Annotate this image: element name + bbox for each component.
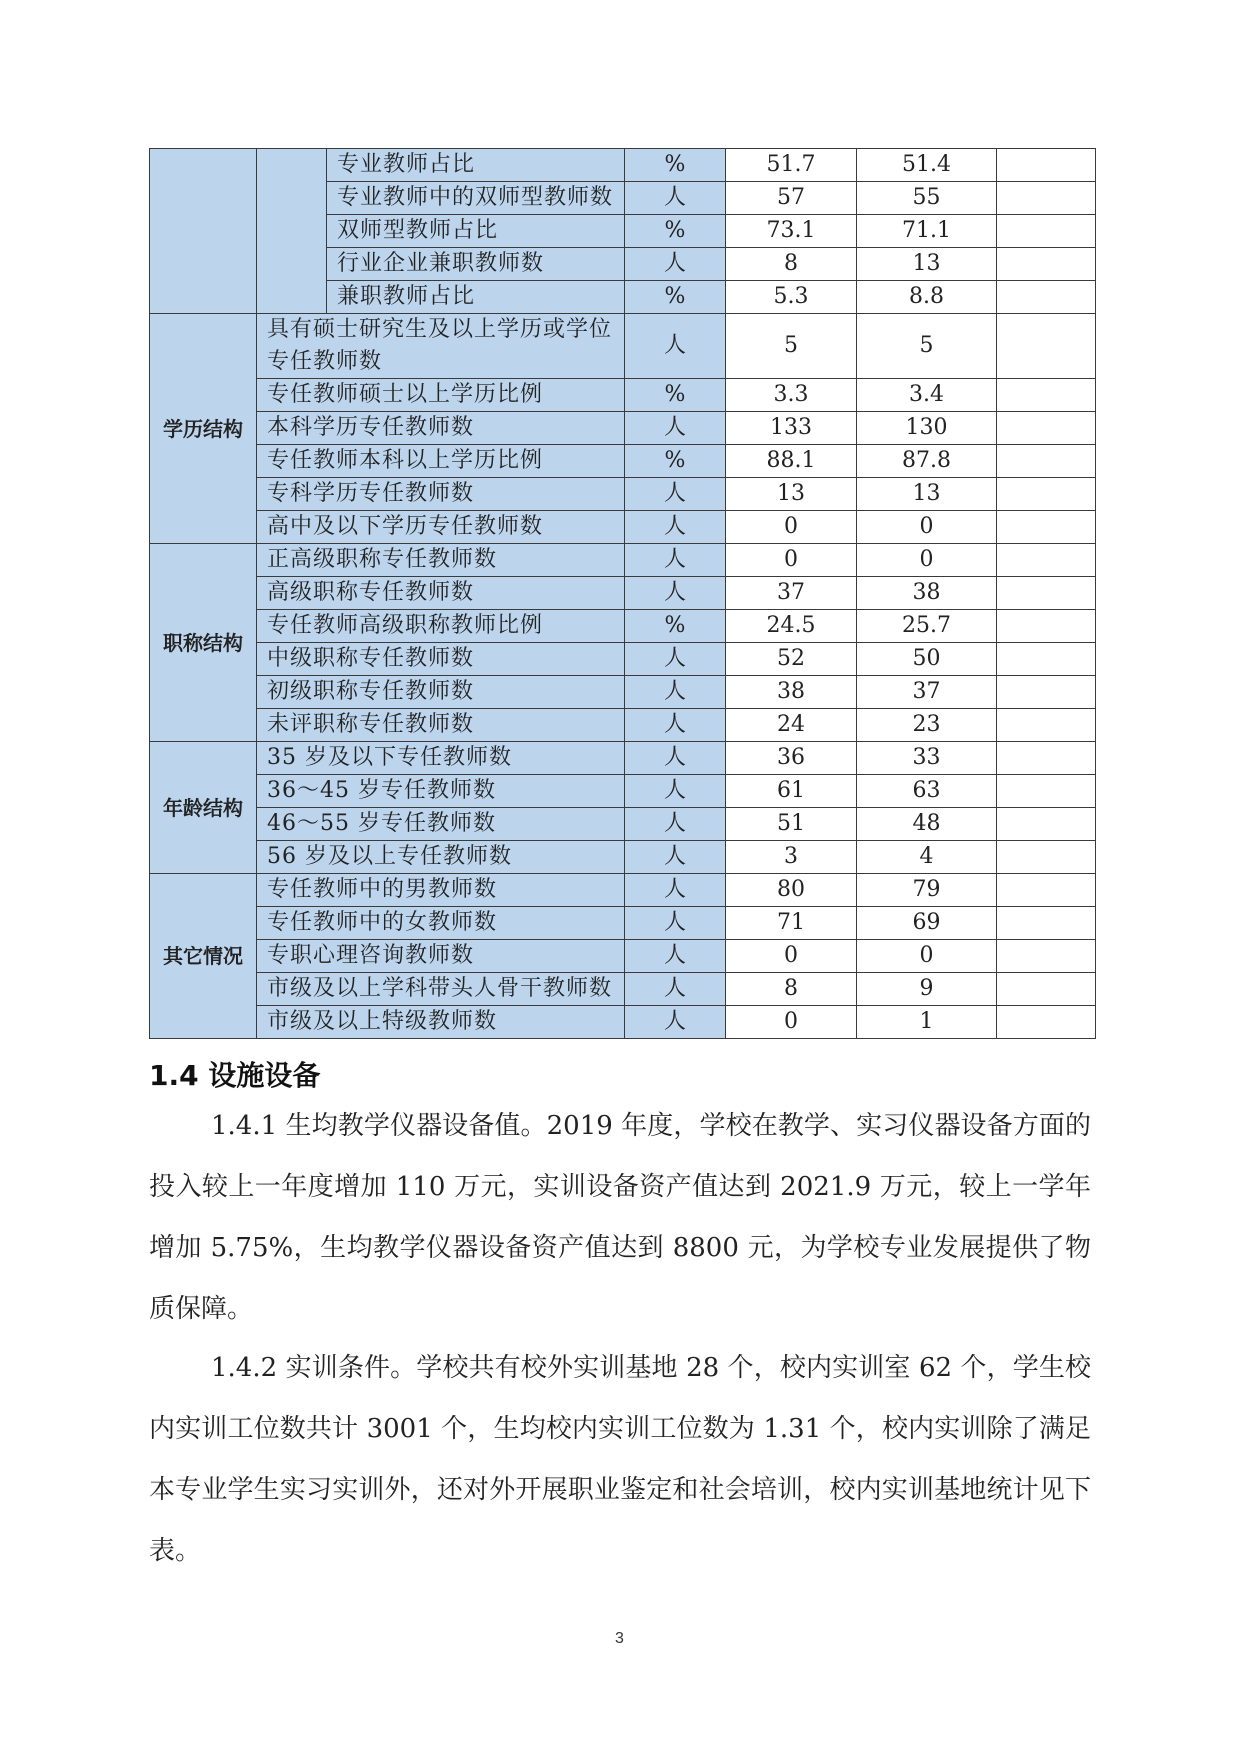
unit-cell: 人 (625, 248, 726, 281)
item-cell: 行业企业兼职教师数 (327, 248, 625, 281)
unit-cell: 人 (625, 709, 726, 742)
value-cell-2: 0 (857, 511, 997, 544)
unit-cell: 人 (625, 412, 726, 445)
table-row (150, 973, 1096, 1006)
unit-cell: 人 (625, 511, 726, 544)
value-cell-1: 3.3 (726, 379, 857, 412)
value-cell-1: 71 (726, 907, 857, 940)
item-cell: 56 岁及以上专任教师数 (257, 841, 625, 874)
table-row (150, 379, 1096, 412)
item-cell: 高级职称专任教师数 (257, 577, 625, 610)
unit-cell: 人 (625, 940, 726, 973)
unit-cell: 人 (625, 314, 726, 379)
item-cell: 正高级职称专任教师数 (257, 544, 625, 577)
value-cell-3 (997, 643, 1096, 676)
value-cell-3 (997, 511, 1096, 544)
category-cell: 年龄结构 (150, 742, 257, 874)
value-cell-2: 37 (857, 676, 997, 709)
unit-cell: 人 (625, 874, 726, 907)
item-cell: 兼职教师占比 (327, 281, 625, 314)
item-cell: 中级职称专任教师数 (257, 643, 625, 676)
value-cell-2: 25.7 (857, 610, 997, 643)
table-row (150, 577, 1096, 610)
value-cell-2: 13 (857, 248, 997, 281)
value-cell-1: 5.3 (726, 281, 857, 314)
value-cell-2: 4 (857, 841, 997, 874)
table-row (150, 940, 1096, 973)
item-cell: 具有硕士研究生及以上学历或学位专任教师数 (257, 314, 625, 379)
value-cell-1: 0 (726, 1006, 857, 1039)
value-cell-3 (997, 215, 1096, 248)
item-cell: 双师型教师占比 (327, 215, 625, 248)
value-cell-3 (997, 248, 1096, 281)
value-cell-3 (997, 973, 1096, 1006)
value-cell-1: 36 (726, 742, 857, 775)
unit-cell: % (625, 215, 726, 248)
value-cell-2: 8.8 (857, 281, 997, 314)
unit-cell: 人 (625, 478, 726, 511)
category-cell (150, 149, 257, 314)
value-cell-2: 13 (857, 478, 997, 511)
value-cell-2: 130 (857, 412, 997, 445)
value-cell-1: 3 (726, 841, 857, 874)
value-cell-1: 37 (726, 577, 857, 610)
value-cell-2: 23 (857, 709, 997, 742)
section-heading: 1.4 设施设备 (149, 1059, 321, 1092)
value-cell-1: 57 (726, 182, 857, 215)
value-cell-2: 79 (857, 874, 997, 907)
value-cell-1: 0 (726, 511, 857, 544)
unit-cell: 人 (625, 182, 726, 215)
item-cell: 市级及以上学科带头人骨干教师数 (257, 973, 625, 1006)
value-cell-3 (997, 379, 1096, 412)
value-cell-1: 88.1 (726, 445, 857, 478)
table-row (150, 314, 1096, 379)
item-cell: 专任教师中的女教师数 (257, 907, 625, 940)
item-cell: 专科学历专任教师数 (257, 478, 625, 511)
item-cell: 35 岁及以下专任教师数 (257, 742, 625, 775)
category-cell: 职称结构 (150, 544, 257, 742)
value-cell-3 (997, 676, 1096, 709)
table-row (150, 445, 1096, 478)
item-cell: 46～55 岁专任教师数 (257, 808, 625, 841)
table-row (150, 1006, 1096, 1039)
value-cell-2: 9 (857, 973, 997, 1006)
unit-cell: 人 (625, 808, 726, 841)
value-cell-1: 133 (726, 412, 857, 445)
value-cell-1: 61 (726, 775, 857, 808)
value-cell-3 (997, 478, 1096, 511)
value-cell-2: 0 (857, 940, 997, 973)
table-row (150, 808, 1096, 841)
item-cell: 初级职称专任教师数 (257, 676, 625, 709)
value-cell-2: 51.4 (857, 149, 997, 182)
value-cell-1: 0 (726, 544, 857, 577)
value-cell-3 (997, 907, 1096, 940)
value-cell-2: 48 (857, 808, 997, 841)
value-cell-3 (997, 577, 1096, 610)
value-cell-3 (997, 610, 1096, 643)
table-row (150, 676, 1096, 709)
value-cell-3 (997, 841, 1096, 874)
table-row (150, 610, 1096, 643)
table-row (150, 149, 1096, 182)
item-cell: 专任教师本科以上学历比例 (257, 445, 625, 478)
value-cell-3 (997, 742, 1096, 775)
value-cell-1: 52 (726, 643, 857, 676)
paragraph-equipment-value: 1.4.1 生均教学仪器设备值。2019 年度，学校在教学、实习仪器设备方面的投入较上一年度增加 110 万元，实训设备资产值达到 2021.9 万元，较上一学年增加 5.75%，生均教学仪器设备资产值达到 8800 元，为学校专业发展提供了物质保障。 (149, 1111, 1091, 1324)
value-cell-2: 69 (857, 907, 997, 940)
value-cell-3 (997, 709, 1096, 742)
value-cell-1: 73.1 (726, 215, 857, 248)
unit-cell: 人 (625, 1006, 726, 1039)
value-cell-1: 8 (726, 248, 857, 281)
table-row (150, 643, 1096, 676)
unit-cell: 人 (625, 742, 726, 775)
value-cell-2: 71.1 (857, 215, 997, 248)
category-cell: 其它情况 (150, 874, 257, 1039)
table-row (150, 412, 1096, 445)
value-cell-3 (997, 149, 1096, 182)
item-cell: 未评职称专任教师数 (257, 709, 625, 742)
value-cell-1: 51.7 (726, 149, 857, 182)
table-row (150, 478, 1096, 511)
unit-cell: 人 (625, 676, 726, 709)
item-cell: 高中及以下学历专任教师数 (257, 511, 625, 544)
value-cell-1: 0 (726, 940, 857, 973)
value-cell-1: 38 (726, 676, 857, 709)
unit-cell: 人 (625, 643, 726, 676)
value-cell-2: 33 (857, 742, 997, 775)
value-cell-3 (997, 445, 1096, 478)
item-cell: 专职心理咨询教师数 (257, 940, 625, 973)
value-cell-3 (997, 940, 1096, 973)
subcategory-cell (257, 149, 327, 314)
value-cell-2: 1 (857, 1006, 997, 1039)
item-cell: 专任教师硕士以上学历比例 (257, 379, 625, 412)
value-cell-1: 80 (726, 874, 857, 907)
value-cell-2: 87.8 (857, 445, 997, 478)
unit-cell: 人 (625, 973, 726, 1006)
unit-cell: % (625, 445, 726, 478)
value-cell-3 (997, 182, 1096, 215)
value-cell-3 (997, 281, 1096, 314)
table-row (150, 841, 1096, 874)
value-cell-3 (997, 874, 1096, 907)
unit-cell: 人 (625, 577, 726, 610)
value-cell-3 (997, 1006, 1096, 1039)
unit-cell: 人 (625, 907, 726, 940)
value-cell-3 (997, 544, 1096, 577)
value-cell-3 (997, 775, 1096, 808)
unit-cell: 人 (625, 841, 726, 874)
value-cell-1: 24 (726, 709, 857, 742)
value-cell-2: 50 (857, 643, 997, 676)
paragraph-training-conditions: 1.4.2 实训条件。学校共有校外实训基地 28 个，校内实训室 62 个，学生校内实训工位数共计 3001 个，生均校内实训工位数为 1.31 个，校内实训除了满足本专业学生实习实训外，还对外开展职业鉴定和社会培训，校内实训基地统计见下表。 (149, 1353, 1091, 1566)
unit-cell: % (625, 281, 726, 314)
value-cell-3 (997, 314, 1096, 379)
value-cell-1: 51 (726, 808, 857, 841)
value-cell-3 (997, 412, 1096, 445)
table-row (150, 907, 1096, 940)
table-row (150, 544, 1096, 577)
page-number: 3 (615, 1630, 624, 1647)
item-cell: 36～45 岁专任教师数 (257, 775, 625, 808)
unit-cell: % (625, 610, 726, 643)
value-cell-1: 24.5 (726, 610, 857, 643)
category-cell: 学历结构 (150, 314, 257, 544)
value-cell-2: 0 (857, 544, 997, 577)
value-cell-2: 5 (857, 314, 997, 379)
teacher-statistics-table (149, 148, 1096, 1039)
value-cell-1: 8 (726, 973, 857, 1006)
value-cell-2: 3.4 (857, 379, 997, 412)
item-cell: 专业教师中的双师型教师数 (327, 182, 625, 215)
value-cell-3 (997, 808, 1096, 841)
value-cell-2: 55 (857, 182, 997, 215)
value-cell-2: 63 (857, 775, 997, 808)
value-cell-1: 5 (726, 314, 857, 379)
item-cell: 专任教师高级职称教师比例 (257, 610, 625, 643)
item-cell: 本科学历专任教师数 (257, 412, 625, 445)
unit-cell: 人 (625, 775, 726, 808)
unit-cell: % (625, 379, 726, 412)
item-cell: 市级及以上特级教师数 (257, 1006, 625, 1039)
value-cell-2: 38 (857, 577, 997, 610)
item-cell: 专业教师占比 (327, 149, 625, 182)
item-cell: 专任教师中的男教师数 (257, 874, 625, 907)
unit-cell: 人 (625, 544, 726, 577)
table-row (150, 775, 1096, 808)
value-cell-1: 13 (726, 478, 857, 511)
table-row (150, 511, 1096, 544)
table-row (150, 742, 1096, 775)
table-row (150, 709, 1096, 742)
table-row (150, 874, 1096, 907)
unit-cell: % (625, 149, 726, 182)
